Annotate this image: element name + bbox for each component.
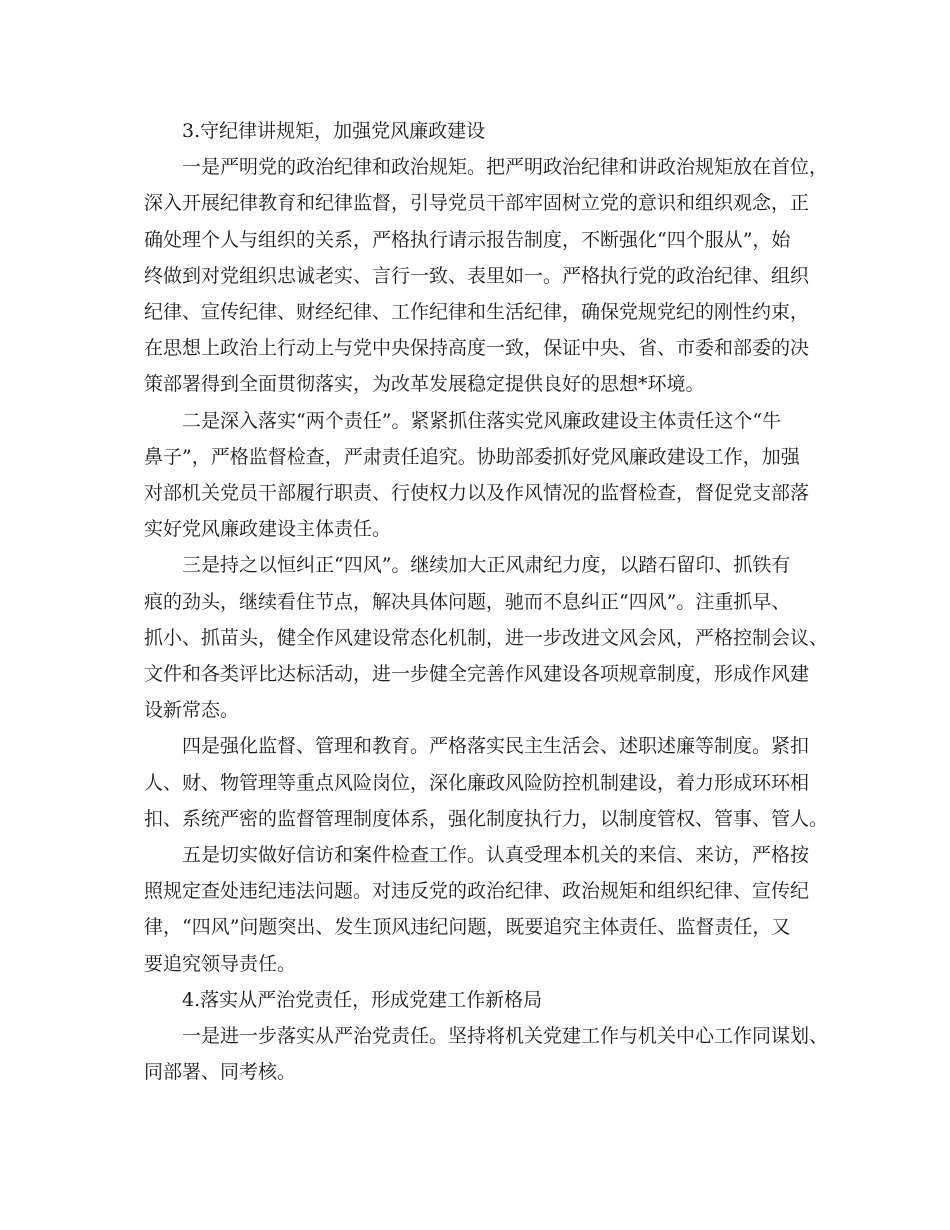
paragraph-line: 一是严明党的政治纪律和政治规矩。把严明政治纪律和讲政治规矩放在首位， [182,156,829,179]
heading-line: 3.守纪律讲规矩，加强党风廉政建设 [182,120,486,142]
paragraph-two-responsibilities [144,403,812,548]
paragraph-line: 鼻子”，严格监督检查，严肃责任追究。协助部委抓好党风廉政建设工作，加强 [144,445,800,468]
paragraph-line: 同部署、同考核。 [144,1061,297,1084]
paragraph-line: 二是深入落实“两个责任”。紧紧抓住落实党风廉政建设主体责任这个“牛 [182,409,782,432]
paragraph-line: 策部署得到全面贯彻落实，为改革发展稳定提供良好的思想*环境。 [144,373,705,396]
paragraph-line: 在思想上政治上行动上与党中央保持高度一致，保证中央、省、市委和部委的决 [144,337,810,360]
section-heading-4 [144,982,812,1018]
document-body [144,113,829,1090]
paragraph-line: 文件和各类评比达标活动，进一步健全完善作风建设各项规章制度，形成作风建 [144,663,810,686]
paragraph-line: 五是切实做好信访和案件检查工作。认真受理本机关的来信、来访，严格按 [182,844,810,867]
paragraph-line: 深入开展纪律教育和纪律监督，引导党员干部牢固树立党的意识和组织观念，正 [144,192,810,215]
paragraph-four-winds [144,547,829,728]
paragraph-line: 要追究领导责任。 [144,952,297,975]
paragraph-political-discipline [144,149,829,402]
paragraph-line: 终做到对党组织忠诚老实、言行一致、表里如一。严格执行党的政治纪律、组织 [144,264,810,287]
paragraph-line: 确处理个人与组织的关系，严格执行请示报告制度，不断强化“四个服从”，始 [144,228,791,251]
heading-line: 4.落实从严治党责任，形成党建工作新格局 [182,988,543,1011]
paragraph-supervision [144,728,829,837]
paragraph-line: 律，“四风”问题突出、发生顶风违纪问题，既要追究主体责任、监督责任，又 [144,916,791,939]
section-heading-3 [144,113,812,149]
paragraph-line: 对部机关党员干部履行职责、行使权力以及作风情况的监督检查，督促党支部落 [144,482,810,505]
paragraph-line: 三是持之以恒纠正“四风”。继续加大正风肃纪力度，以踏石留印、抓铁有 [182,554,791,577]
paragraph-line: 四是强化监督、管理和教育。严格落实民主生活会、述职述廉等制度。紧扣 [182,735,810,758]
paragraph-line: 照规定查处违纪违法问题。对违反党的政治纪律、政治规矩和组织纪律、宣传纪 [144,880,810,903]
paragraph-strict-governance [144,1018,829,1090]
paragraph-line: 设新常态。 [144,699,240,722]
paragraph-line: 纪律、宣传纪律、财经纪律、工作纪律和生活纪律，确保党规党纪的刚性约束， [144,301,810,324]
paragraph-line: 实好党风廉政建设主体责任。 [144,518,392,541]
paragraph-line: 抓小、抓苗头，健全作风建设常态化机制，进一步改进文风会风，严格控制会议、 [144,626,829,649]
paragraph-line: 人、财、物管理等重点风险岗位，深化廉政风险防控机制建设，着力形成环环相 [144,771,810,794]
paragraph-petitions [144,837,812,982]
paragraph-line: 扣、系统严密的监督管理制度体系，强化制度执行力，以制度管权、管事、管人。 [144,807,829,830]
paragraph-line: 痕的劲头，继续看住节点，解决具体问题，驰而不息纠正“四风”。注重抓早、 [144,590,791,613]
paragraph-line: 一是进一步落实从严治党责任。坚持将机关党建工作与机关中心工作同谋划、 [182,1025,829,1048]
